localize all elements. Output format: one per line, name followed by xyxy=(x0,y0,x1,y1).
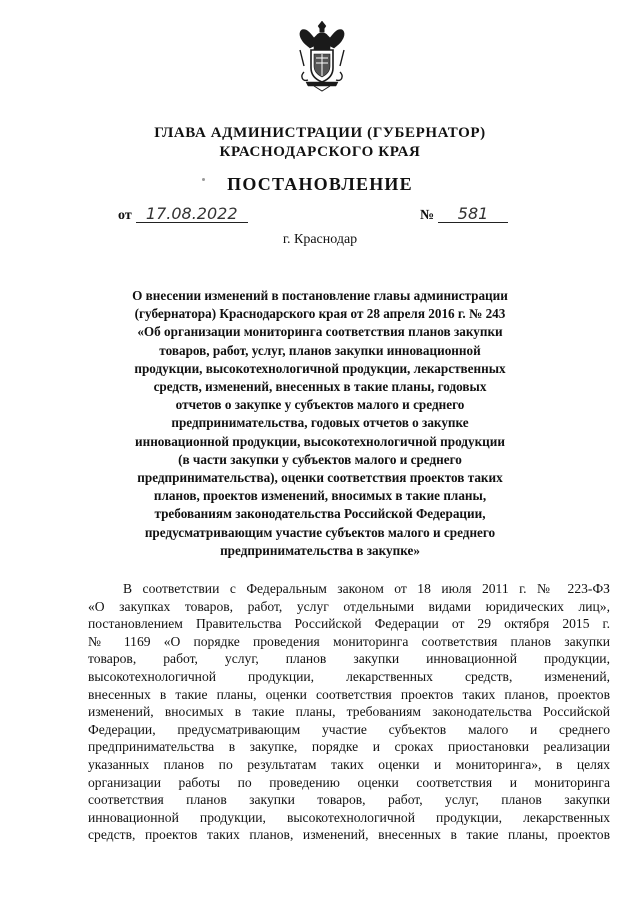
document-subject xyxy=(86,287,554,560)
body-line: изменений, вносимых в такие планы, требованиям законодательства Российской xyxy=(88,704,610,720)
subject-line: требованиям законодательства Российской Федерации, xyxy=(154,506,486,522)
body-line: предпринимательства в закупке, порядке и сроках приостановки реализации xyxy=(88,739,610,755)
body-line: товаров, работ, услуг, планов закупки инновационной продукции, xyxy=(88,651,610,667)
body-line: Федерации, предусматривающим участие субъектов малого и среднего xyxy=(88,721,610,737)
body-paragraph xyxy=(88,580,610,844)
body-line: организации работы по проведению оценки соответствия и мониторинга xyxy=(88,774,610,790)
subject-line: инновационной продукции, высокотехнологичной продукции xyxy=(135,433,505,449)
subject-line: средств, изменений, внесенных в такие планы, годовых xyxy=(153,379,487,395)
subject-line: товаров, работ, услуг, планов закупки инновационной xyxy=(159,342,481,358)
date-value: 17.08.2022 xyxy=(136,206,248,223)
authority-line: КРАСНОДАРСКОГО КРАЯ xyxy=(219,144,421,160)
body-line: средств, проектов таких планов, изменений, внесенных в такие планы, проектов xyxy=(88,827,610,843)
subject-line: предпринимательства, годовых отчетов о закупке xyxy=(171,415,469,431)
number-prefix: № xyxy=(420,208,435,223)
number-value: 581 xyxy=(438,206,508,223)
body-line: соответствия планов закупки товаров, работ, услуг, планов закупки xyxy=(88,792,610,808)
subject-line: отчетов о закупке у субъектов малого и среднего xyxy=(175,397,465,413)
body-line: указанных планов по результатам таких оценки и мониторинга», в целях xyxy=(88,756,610,772)
subject-line: предпринимательства в закупке» xyxy=(220,542,420,558)
body-line: внесенных в такие планы, оценки соответствия проектов таких планов, проектов xyxy=(88,686,610,702)
date-row xyxy=(118,206,248,224)
authority-line: ГЛАВА АДМИНИСТРАЦИИ (ГУБЕРНАТОР) xyxy=(154,125,486,141)
date-prefix: от xyxy=(118,208,132,223)
subject-line: планов, проектов изменений, вносимых в такие планы, xyxy=(153,488,487,504)
body-line: «О закупках товаров, работ, услуг отдельными видами юридических лиц», xyxy=(88,598,610,614)
subject-line: предпринимательства), оценки соответствия проектов таких xyxy=(137,470,503,486)
issuing-authority xyxy=(80,124,560,162)
body-line: постановлением Правительства Российской Федерации от 29 октября 2015 г. xyxy=(88,616,610,632)
number-row xyxy=(420,206,508,224)
body-line: В соответствии с Федеральным законом от 18 июля 2011 г. № 223-ФЗ xyxy=(123,581,610,596)
subject-line: О внесении изменений в постановление главы администрации xyxy=(132,288,508,303)
subject-line: предусматривающим участие субъектов малого и среднего xyxy=(144,524,496,540)
body-line: инновационной продукции, высокотехнологичной продукции, лекарственных xyxy=(88,809,610,825)
subject-line: продукции, высокотехнологичной продукции, лекарственных xyxy=(134,360,506,376)
body-line: высокотехнологичной продукции, лекарственных средств, изменений, xyxy=(88,668,610,684)
subject-line: «Об организации мониторинга соответствия планов закупки xyxy=(137,324,503,340)
city: г. Краснодар xyxy=(282,232,358,247)
document-type: ПОСТАНОВЛЕНИЕ xyxy=(227,174,413,194)
coat-of-arms-icon xyxy=(296,20,348,92)
subject-line: (губернатора) Краснодарского края от 28 апреля 2016 г. № 243 xyxy=(134,306,506,322)
body-line: № 1169 «О порядке проведения мониторинга соответствия планов закупки xyxy=(88,633,610,649)
subject-line: (в части закупки у субъектов малого и среднего xyxy=(178,451,462,467)
